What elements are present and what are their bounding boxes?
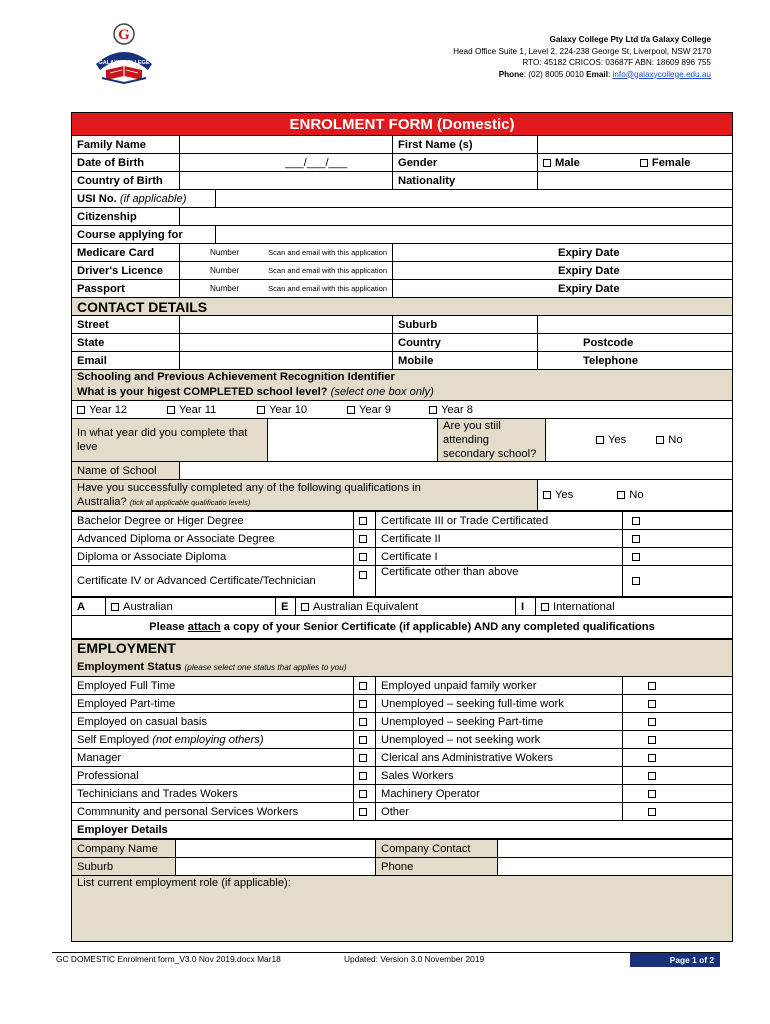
id-expiry-label: Expiry Date — [558, 246, 620, 259]
qualification-checkbox-cell[interactable] — [623, 566, 733, 597]
dob-field[interactable] — [180, 154, 393, 172]
year-label: Year 11 — [179, 403, 217, 416]
qualification-checkbox-cell[interactable] — [354, 512, 376, 530]
qualifications-options — [538, 480, 733, 511]
still-attending-yes-checkbox[interactable] — [596, 436, 604, 444]
year-checkbox[interactable] — [429, 406, 437, 414]
employment-status-note: (please select one status that applies to you) — [184, 663, 347, 672]
employer-phone-field[interactable] — [498, 858, 733, 876]
suburb-label: Suburb — [393, 316, 538, 334]
qualifications-question — [72, 480, 538, 511]
street-label: Street — [72, 316, 180, 334]
employment-checkbox[interactable] — [648, 682, 656, 690]
yes-label: Yes — [555, 489, 574, 501]
schooling-heading-1: Schooling and Previous Achievement Recognition Identifier — [77, 371, 395, 383]
employment-checkbox[interactable] — [648, 700, 656, 708]
recog-code: E — [276, 598, 296, 616]
citizenship-label: Citizenship — [72, 208, 180, 226]
qualification-label: Certificate III or Trade Certificated — [376, 512, 623, 530]
recog-australian-checkbox[interactable] — [111, 603, 119, 611]
gender-label: Gender — [393, 154, 538, 172]
svg-text:GALAXY COLLEGE: GALAXY COLLEGE — [98, 60, 150, 66]
company-name-label: Company Name — [72, 840, 176, 858]
year-label: Year 12 — [89, 403, 128, 416]
qualification-label: Certificate IV or Advanced Certificate/Technician — [72, 566, 354, 597]
state-field[interactable] — [180, 334, 393, 352]
year-label: Year 8 — [441, 403, 473, 416]
employment-option-label: Techinicians and Trades Wokers — [72, 785, 354, 803]
employment-option-label: Employed unpaid family worker — [376, 677, 623, 695]
employment-heading: EMPLOYMENT — [77, 640, 176, 656]
id-number-label: Number — [210, 266, 240, 275]
employment-checkbox-cell[interactable] — [354, 695, 376, 713]
id-scan-note: Scan and email with this application — [268, 266, 387, 275]
qualification-checkbox-cell[interactable] — [623, 548, 733, 566]
college-logo — [92, 20, 156, 86]
employment-checkbox-cell[interactable] — [354, 767, 376, 785]
qualification-checkbox[interactable] — [359, 517, 367, 525]
employment-checkbox[interactable] — [359, 790, 367, 798]
recog-international-checkbox[interactable] — [541, 603, 549, 611]
employment-role-field[interactable]: List current employment role (if applicable): — [72, 876, 733, 942]
employment-option-label: Employed Full Time — [72, 677, 354, 695]
country-of-birth-label: Country of Birth — [72, 172, 180, 190]
company-name-field[interactable] — [176, 840, 376, 858]
employment-checkbox-cell[interactable] — [354, 785, 376, 803]
state-label: State — [72, 334, 180, 352]
schooling-heading — [72, 370, 733, 401]
male-checkbox[interactable] — [543, 159, 551, 167]
employer-suburb-label: Suburb — [72, 858, 176, 876]
company-name: Galaxy College Pty Ltd t/a Galaxy College — [549, 35, 711, 44]
id-expiry[interactable] — [393, 280, 733, 298]
employment-checkbox-cell[interactable] — [623, 785, 733, 803]
qualification-label: Certificate II — [376, 530, 623, 548]
country-of-birth-field[interactable] — [180, 172, 393, 190]
year-checkbox[interactable] — [347, 406, 355, 414]
recog-equivalent-checkbox[interactable] — [301, 603, 309, 611]
enrolment-form — [71, 112, 732, 942]
id-expiry[interactable] — [393, 262, 733, 280]
qualification-checkbox-cell[interactable] — [623, 530, 733, 548]
employment-option-label: Unemployed – seeking Part-time — [376, 713, 623, 731]
employment-checkbox[interactable] — [648, 790, 656, 798]
employment-checkbox[interactable] — [359, 754, 367, 762]
yes-label: Yes — [608, 434, 627, 446]
qualification-label: Diploma or Associate Diploma — [72, 548, 354, 566]
employment-checkbox-cell[interactable] — [623, 713, 733, 731]
employment-checkbox[interactable] — [648, 718, 656, 726]
recog-code: I — [516, 598, 536, 616]
company-contact-field[interactable] — [498, 840, 733, 858]
school-name-field[interactable] — [180, 462, 733, 480]
telephone-cell[interactable] — [538, 352, 733, 370]
usi-text: USI No. — [77, 192, 117, 205]
no-label: No — [629, 489, 644, 501]
employment-option-label: Other — [376, 803, 623, 821]
self-employed-note: (not employing others) — [152, 733, 264, 746]
employment-checkbox[interactable] — [648, 736, 656, 744]
self-employed-text: Self Employed — [77, 733, 153, 746]
svg-text:G: G — [118, 27, 130, 43]
employment-heading-block — [72, 640, 733, 677]
employment-status-label: Employment Status — [77, 661, 182, 673]
no-label: No — [668, 434, 683, 446]
quals-question-text-2: Australia? — [77, 495, 127, 508]
recog-equivalent — [296, 598, 516, 616]
employment-option-label: Employed Part-time — [72, 695, 354, 713]
email-field-label: Email — [72, 352, 180, 370]
dob-value: ___/___/___ — [285, 156, 348, 169]
contact-details-heading: CONTACT DETAILS — [72, 298, 733, 316]
postcode-label: Postcode — [583, 336, 634, 349]
first-name-field[interactable] — [538, 136, 733, 154]
phone-value: : (02) 8005 0010 — [523, 69, 584, 79]
male-label: Male — [555, 156, 580, 169]
employment-checkbox-cell[interactable] — [354, 713, 376, 731]
female-label: Female — [651, 156, 691, 169]
country-label: Country — [393, 334, 538, 352]
phone-email-line: Phone: (02) 8005 0010 Email: info@galaxycollege.edu.au — [498, 69, 711, 79]
quals-question-text: Have you successfully completed any of the following qualifications in — [77, 481, 421, 494]
employment-checkbox-cell[interactable] — [354, 677, 376, 695]
quals-note: (tick all applicable qualificatio levels) — [129, 497, 251, 507]
qualification-checkbox[interactable] — [632, 517, 640, 525]
year-label: Year 10 — [269, 403, 308, 416]
course-label: Course applying for — [72, 226, 216, 244]
year-checkbox[interactable] — [257, 406, 265, 414]
family-name-field[interactable] — [180, 136, 393, 154]
employment-option-label: Professional — [72, 767, 354, 785]
year-checkbox[interactable] — [167, 406, 175, 414]
telephone-label: Telephone — [583, 354, 639, 367]
recog-label: Australian — [123, 600, 173, 613]
usi-field[interactable] — [216, 190, 733, 208]
employment-checkbox[interactable] — [359, 682, 367, 690]
qualification-checkbox[interactable] — [359, 553, 367, 561]
still-attending-question: Are you stiil attending secondary school? — [438, 419, 546, 462]
employment-option-label: Unemployed – not seeking work — [376, 731, 623, 749]
school-year-options — [72, 401, 733, 419]
page-number: Page 1 of 2 — [630, 953, 720, 967]
course-field[interactable] — [216, 226, 733, 244]
employment-checkbox-cell[interactable] — [623, 803, 733, 821]
company-contact-label: Company Contact — [376, 840, 498, 858]
employment-option-label: Commnunity and personal Services Workers — [72, 803, 354, 821]
qualification-checkbox[interactable] — [359, 535, 367, 543]
employment-checkbox[interactable] — [648, 772, 656, 780]
id-expiry[interactable] — [393, 244, 733, 262]
qualification-checkbox[interactable] — [632, 577, 640, 585]
nationality-label: Nationality — [393, 172, 538, 190]
still-attending-options — [546, 419, 733, 462]
school-name-label: Name of School — [72, 462, 180, 480]
employment-option-label — [72, 731, 354, 749]
employment-checkbox[interactable] — [648, 754, 656, 762]
employment-checkbox-cell[interactable] — [354, 731, 376, 749]
nationality-field[interactable] — [538, 172, 733, 190]
employment-option-label: Employed on casual basis — [72, 713, 354, 731]
schooling-heading-note: (select one box only) — [330, 386, 434, 398]
citizenship-field[interactable] — [180, 208, 733, 226]
id-number-field[interactable] — [180, 262, 393, 280]
gender-options — [538, 154, 733, 172]
still-attending-no-checkbox[interactable] — [656, 436, 664, 444]
id-label: Medicare Card — [72, 244, 180, 262]
email-label: Email — [586, 69, 608, 79]
year-label: Year 9 — [359, 403, 391, 416]
employment-option-label: Clerical ans Administrative Wokers — [376, 749, 623, 767]
phone-label: Phone — [498, 69, 524, 79]
attach-notice — [72, 616, 733, 639]
employment-checkbox[interactable] — [359, 718, 367, 726]
completed-year-field[interactable] — [268, 419, 438, 462]
employment-option-label: Manager — [72, 749, 354, 767]
attach-pre: Please — [149, 621, 188, 633]
id-scan-note: Scan and email with this application — [268, 248, 387, 257]
page-footer — [52, 952, 720, 967]
recog-international — [536, 598, 733, 616]
id-number-field[interactable] — [180, 244, 393, 262]
email-link[interactable]: info@galaxycollege.edu.au — [612, 69, 711, 79]
employment-checkbox-cell[interactable] — [623, 731, 733, 749]
qualification-checkbox-cell[interactable] — [354, 566, 376, 597]
employment-option-label: Unemployed – seeking full-time work — [376, 695, 623, 713]
id-number-field[interactable] — [180, 280, 393, 298]
id-number-label: Number — [210, 284, 240, 293]
employment-checkbox-cell[interactable] — [354, 803, 376, 821]
employer-phone-label: Phone — [376, 858, 498, 876]
quals-no-checkbox[interactable] — [617, 491, 625, 499]
email-field[interactable] — [180, 352, 393, 370]
employment-checkbox-cell[interactable] — [623, 749, 733, 767]
employment-checkbox[interactable] — [359, 772, 367, 780]
id-number-label: Number — [210, 248, 240, 257]
header-contact — [351, 34, 711, 80]
employment-option-label: Sales Workers — [376, 767, 623, 785]
employment-checkbox-cell[interactable] — [354, 749, 376, 767]
suburb-field[interactable] — [538, 316, 733, 334]
dob-label: Date of Birth — [72, 154, 180, 172]
first-name-label: First Name (s) — [393, 136, 538, 154]
footer-version: Updated: Version 3.0 November 2019 — [344, 954, 485, 964]
form-title: ENROLMENT FORM (Domestic) — [72, 113, 733, 136]
street-field[interactable] — [180, 316, 393, 334]
family-name-label: Family Name — [72, 136, 180, 154]
employer-details-heading: Employer Details — [72, 821, 733, 839]
recog-code: A — [72, 598, 106, 616]
schooling-heading-2: What is your higest COMPLETED school level? — [77, 386, 328, 398]
id-expiry-label: Expiry Date — [558, 282, 620, 295]
quals-yes-checkbox[interactable] — [543, 491, 551, 499]
rto-line: RTO: 45182 CRICOS: 03687F ABN: 18609 896 755 — [522, 58, 711, 67]
id-scan-note: Scan and email with this application — [268, 284, 387, 293]
year-checkbox[interactable] — [77, 406, 85, 414]
recog-label: International — [553, 600, 615, 613]
attach-post: a copy of your Senior Certificate (if applicable) AND any completed qualifications — [220, 621, 655, 633]
qualification-checkbox-cell[interactable] — [623, 512, 733, 530]
id-expiry-label: Expiry Date — [558, 264, 620, 277]
female-checkbox[interactable] — [640, 159, 648, 167]
employment-checkbox-cell[interactable] — [623, 767, 733, 785]
qualification-label: Advanced Diploma or Associate Degree — [72, 530, 354, 548]
recog-label: Australian Equivalent — [313, 600, 419, 613]
qualification-label: Bachelor Degree or Higer Degree — [72, 512, 354, 530]
qualification-checkbox[interactable] — [632, 553, 640, 561]
qualification-label: Certificate I — [376, 548, 623, 566]
employment-checkbox[interactable] — [359, 736, 367, 744]
footer-filename: GC DOMESTIC Enrolment form_V3.0 Nov 2019.docx Mar18 — [56, 954, 281, 964]
employer-suburb-field[interactable] — [176, 858, 376, 876]
postcode-cell[interactable] — [538, 334, 733, 352]
qualification-label: Certificate other than above — [376, 566, 623, 597]
head-office-address: Head Office Suite 1, Level 2, 224-238 George St, Liverpool, NSW 2170 — [453, 46, 711, 56]
recog-australian — [106, 598, 276, 616]
completed-year-question: In what year did you complete that leve — [72, 419, 268, 462]
qualification-checkbox[interactable] — [359, 571, 367, 579]
qualification-checkbox-cell[interactable] — [354, 548, 376, 566]
attach-underlined: attach — [187, 621, 221, 633]
employment-checkbox[interactable] — [359, 700, 367, 708]
employment-option-label: Machinery Operator — [376, 785, 623, 803]
employment-checkbox[interactable] — [648, 808, 656, 816]
employment-checkbox[interactable] — [359, 808, 367, 816]
id-label: Passport — [72, 280, 180, 298]
qualification-checkbox[interactable] — [632, 535, 640, 543]
employment-checkbox-cell[interactable] — [623, 677, 733, 695]
mobile-label: Mobile — [393, 352, 538, 370]
usi-label — [72, 190, 216, 208]
employment-checkbox-cell[interactable] — [623, 695, 733, 713]
usi-note: (if applicable) — [119, 192, 187, 205]
id-label: Driver's Licence — [72, 262, 180, 280]
qualification-checkbox-cell[interactable] — [354, 530, 376, 548]
